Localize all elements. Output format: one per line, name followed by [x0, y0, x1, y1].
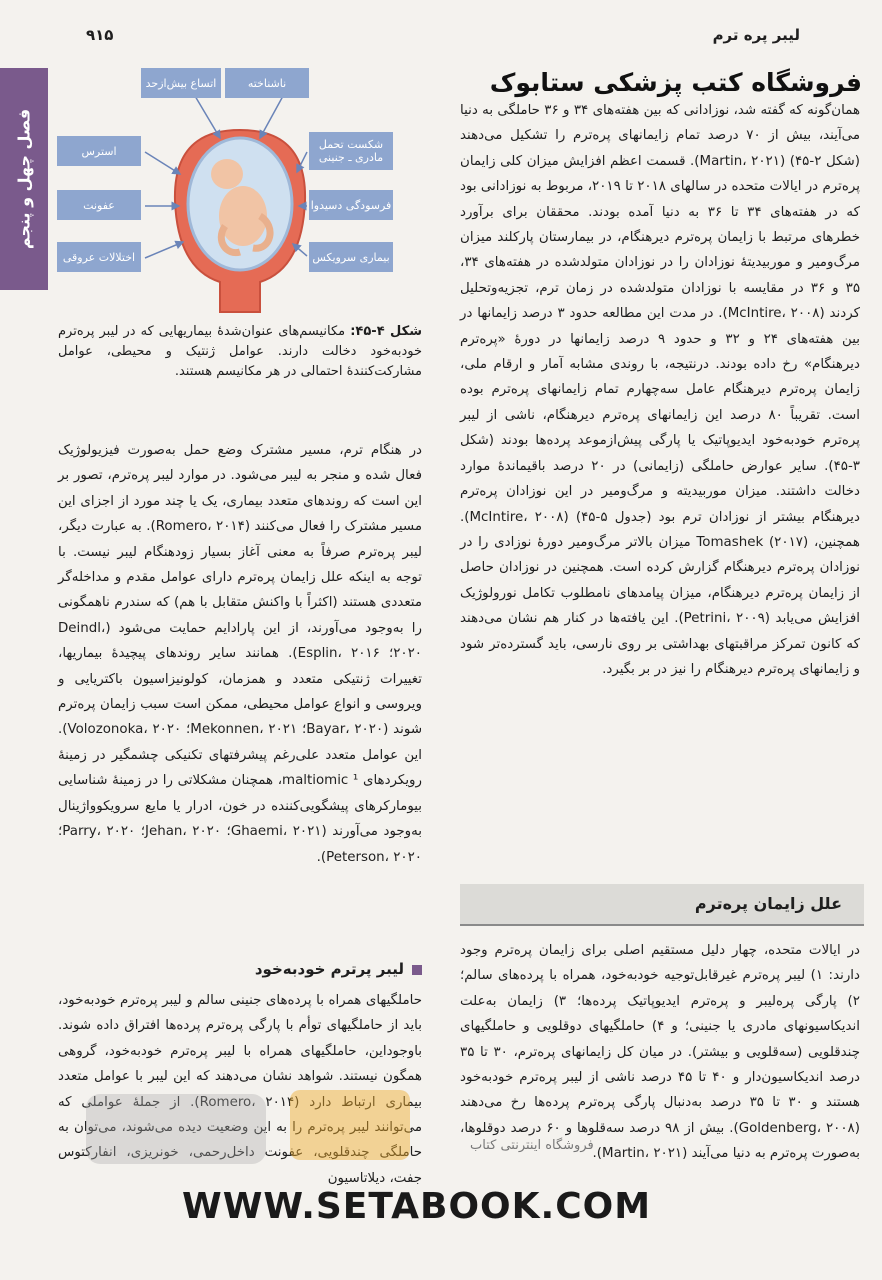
figure-caption-label: شکل ۴-۴۵: [350, 324, 423, 339]
watermark-bottom: WWW.SETABOOK.COM [182, 1186, 652, 1227]
watermark-subtitle: فروشگاه اینترنتی کتاب [470, 1138, 594, 1153]
left-paragraph-2-text: حاملگیهای همراه با پرده‌های جنینی سالم و لیبر پره‌ترم خودبه‌خود، باید از حاملگیهای توأم با پارگی پره‌ترم پرده‌ها افتراق داده شوند. باوجوداین، حاملگیهای همراه با لیبر پره‌ترم خودبه‌خود، گروهی همگون نیستند. شواهد نشان می‌دهند که این لیبر با عوامل متعدد بیماری ارتباط دارد (Romero، ۲۰۱۴). از جملهٔ عواملی که می‌توانند لیبر پره‌ترم را به این وضعیت دیده می‌شوند، می‌توان به حاملگی چندقلویی، عفونت داخل‌رحمی، خونریزی، انفارکتوس جفت، دیلاتاسیون [58, 993, 423, 1186]
label-cervical-disease: بیماری سرویکس [309, 242, 393, 272]
label-over-distension: اتساع بیش‌ازحد [141, 68, 221, 98]
label-decidual-senescence: فرسودگی دسیدوا [309, 190, 393, 220]
label-unknown: ناشناخته [225, 68, 309, 98]
running-title: لیبر پره ترم [712, 26, 800, 44]
right-column-paragraph-2 [460, 938, 860, 1167]
label-stress: استرس [57, 136, 141, 166]
square-bullet-icon [412, 965, 422, 975]
section-heading [460, 884, 864, 926]
right-column-paragraph [460, 98, 860, 682]
chapter-side-tab [0, 68, 48, 290]
watermark-logo-center [290, 1090, 410, 1160]
chapter-side-tab-label: فصل چهل و پنجم [14, 108, 34, 250]
right-paragraph-text: همان‌گونه که گفته شد، نوزادانی که بین هفته‌های ۳۴ و ۳۶ حاملگی به دنیا می‌آیند، بیش از ۷۰ درصد تمام زایمانهای پره‌ترم را تشکیل می‌دهند (شکل ۲-۴۵) (Martin، ۲۰۲۱). قسمت اعظم افزایش میزان کلی زایمان پره‌ترم در ایالات متحده در سالهای ۲۰۱۸ تا ۲۰۱۹، مربوط به نوزادانی بود که در هفته‌های ۳۴ تا ۳۶ به دنیا آمده بودند. محققان برای برآورد خطرهای مرتبط با زایمان پره‌ترم دیرهنگام، در بیمارستان پارکلند میزان مرگ‌ومیر و موربیدیتهٔ نوزادان را در نوزادان متولدشده در هفته‌های ۳۴، ۳۵ و ۳۶ در مقایسه با نوزادان متولدشده در زمان ترم، تجزیه‌وتحلیل کردند (McIntire، ۲۰۰۸). در مدت این مطالعه حدود ۳ درصد زایمانها در بین هفته‌های ۲۴ و ۳۲ و حدود ۹ درصد زایمانها در دورهٔ «پره‌ترم دیرهنگام» رخ داده بودند. درنتیجه، با روندی مشابه آمار و ارقام ملی، زایمان پره‌ترم دیرهنگام عامل سه‌چهارم تمام زایمانهای پره‌ترم بوده است. تقریباً ۸۰ درصد این زایمانهای پره‌ترم دیرهنگام، ناشی از لیبر پره‌ترم خودبه‌خود ایدیوپاتیک یا پارگی پیش‌ازموعد پرده‌ها بودند (شکل ۳-۴۵). سایر عوارض حاملگی (زایمانی) در ۲۰ درصد باقیماندهٔ موارد دخالت داشتند. میزان موربیدیته و مرگ‌ومیر در این نوزادان پره‌ترم دیرهنگام بیشتر از نوزادان ترم بود (جدول ۵-۴۵) (McIntire، ۲۰۰۸). همچنین، Tomashek (۲۰۱۷) میزان بالاتر مرگ‌ومیر دورهٔ نوزادی را در نوزادان پره‌ترم دیرهنگام گزارش کرده است. همچنین در نوزادان حاصل از زایمان پره‌ترم دیرهنگام، میزان پیامدهای نامطلوب تکامل نورولوژیک افزایش می‌یابد (Petrini، ۲۰۰۹). این یافته‌ها در کنار هم نشان می‌دهند که کانون تمرکز مراقبتهای بهداشتی بر روی نارسی، باید گسترده‌تر شود و زایمانهای پره‌ترم دیرهنگام را نیز در بر بگیرد. [460, 103, 861, 677]
page-number: ۹۱۵ [86, 26, 114, 44]
figure-caption [58, 322, 422, 382]
subheading-text: لیبر پرترم خودبه‌خود [254, 960, 404, 978]
label-maternal-fetal-tolerance: شکست تحمل مادری ـ جنینی [309, 132, 393, 170]
watermark-top: فروشگاه کتب پزشکی ستابوک [489, 68, 862, 97]
label-infection: عفونت [57, 190, 141, 220]
watermark-logo-left [86, 1094, 266, 1164]
left-column-paragraph [58, 438, 422, 870]
right-paragraph-2-text: در ایالات متحده، چهار دلیل مستقیم اصلی برای زایمان پره‌ترم وجود دارند: ۱) لیبر پره‌ترم غیرقابل‌توجیه خودبه‌خود، همراه با پرده‌های سالم؛ ۲) پارگی پره‌لیبر و پره‌ترم ایدیوپاتیک پرده‌ها؛ ۳) زایمان به‌علت اندیکاسیونهای مادری یا جنینی؛ و ۴) حاملگیهای دوقلویی و حاملگیهای چندقلویی (سه‌قلویی و بیشتر). در میان کل زایمانهای پره‌ترم، ۳۰ تا ۳۵ درصد اندیکاسیون‌دار و ۴۰ تا ۴۵ درصد ناشی از لیبر پره‌ترم خودبه‌خود هستند و ۳۰ تا ۳۵ درصد به‌دنبال پارگی پره‌ترم پرده‌ها رخ می‌دهند (Goldenberg، ۲۰۰۸). بیش از ۹۸ درصد سه‌قلوها و ۶۰ درصد دوقلوها، به‌صورت پره‌ترم به دنیا می‌آیند (Martin، ۲۰۲۱). [460, 943, 860, 1162]
figure-caption-text: مکانیسم‌های عنوان‌شدهٔ بیماریهایی که در لیبر پره‌ترم خودبه‌خود دخالت دارند. عوامل ژنتیک و محیطی، عوامل مشارکت‌کنندهٔ احتمالی در هر مکانیسم هستند. [58, 324, 422, 379]
left-paragraph-text: در هنگام ترم، مسیر مشترک وضع حمل به‌صورت فیزیولوژیک فعال شده و منجر به لیبر می‌شود. در موارد لیبر پره‌ترم، تصور بر این است که روندهای متعدد بیماری، یک یا چند مورد از اجزای این مسیر مشترک را فعال می‌کنند (Romero، ۲۰۱۴). به عبارت دیگر، لیبر پره‌ترم صرفاً به معنی آغاز بسیار زودهنگام لیبر نیست. با توجه به اینکه علل زایمان پره‌ترم دارای عوامل مقدم و مداخله‌گر متعددی هستند (اکثراً با واکنش متقابل با هم) که سندرم ناهمگونی را به‌وجود می‌آورند، از این پارادایم حمایت می‌شود (Deindl، ۲۰۲۰؛ Esplin، ۲۰۱۶). همانند سایر روندهای پیچیدهٔ بیماریها، تغییرات ژنتیکی متعدد و همزمان، کولونیزاسیون باکتریایی و ویروسی و انواع عوامل محیطی، ممکن است سبب زایمان پره‌ترم شوند (Bayar، ۲۰۲۰؛ Mekonnen، ۲۰۲۱؛ Volozonoka، ۲۰۲۰). این عوامل متعدد علی‌رغم پیشرفتهای تکنیکی چشمگیر در زمینهٔ رویکردهای maltiomic ¹، همچنان مشکلاتی را در زمینهٔ شناسایی بیومارکرهای پیشگویی‌کننده در خون، ادرار یا مایع سرویکوواژینال به‌وجود می‌آورند (Ghaemi، ۲۰۲۱؛ Jehan، ۲۰۲۰؛ Parry، ۲۰۲۰؛ Peterson، ۲۰۲۰). [58, 443, 423, 865]
figure-diagram [55, 66, 425, 316]
subheading [58, 960, 422, 978]
section-heading-text: علل زایمان پره‌ترم [694, 894, 842, 913]
label-vascular-disorders: اختلالات عروقی [57, 242, 141, 272]
